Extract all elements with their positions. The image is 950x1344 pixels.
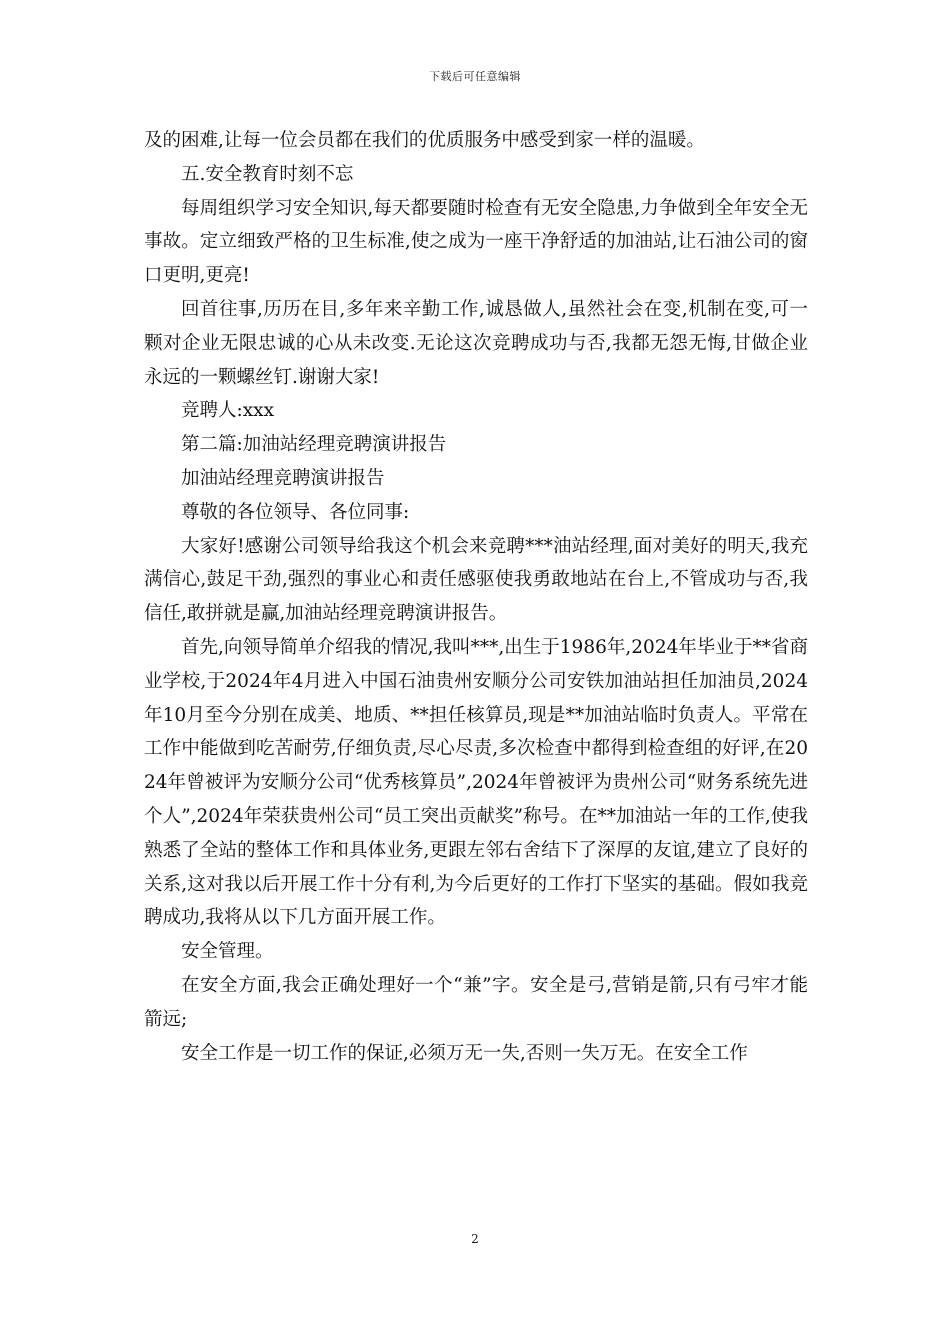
paragraph-continuation: 及的困难,让每一位会员都在我们的优质服务中感受到家一样的温暖。 bbox=[144, 130, 705, 151]
paragraph-self-introduction: 首先,向领导简单介绍我的情况,我叫***,出生于1986年,2024年毕业于**省商业学校,于2024年4月进入中国石油贵州安顺分公司安铁加油站担任加油员,2024年10月至今分别在成美、地质、**担任核算员,现是**加油站临时负责人。平常在工作中能做到吃苦耐劳,仔细负责,尽心尽责,多次检查中都得到检查组的好评,在2024年曾被评为安顺分公司“优秀核算员”,2024年曾被评为贵州公司“财务系统先进个人”,2024年荣获贵州公司“员工突出贡献奖”称号。在**加油站一年的工作,使我熟悉了全站的整体工作和具体业务,更跟左邻右舍结下了深厚的友谊,建立了良好的关系,这对我以后开展工作十分有利,为今后更好的工作打下坚实的基础。假如我竞聘成功,我将从以下几方面开展工作。 bbox=[144, 636, 808, 929]
salutation: 尊敬的各位领导、各位同事: bbox=[181, 501, 410, 523]
paragraph-looking-back: 回首往事,历历在目,多年来辛勤工作,诚恳做人,虽然社会在变,机制在变,可一颗对企业无限忠诚的心从未改变.无论这次竞聘成功与否,我都无怨无悔,甘做企业永远的一颗螺丝钉.谢谢大家! bbox=[144, 298, 808, 388]
paragraph-safety-aspect: 在安全方面,我会正确处理好一个“兼”字。安全是弓,营销是箭,只有弓牢才能箭远; bbox=[144, 974, 808, 1030]
report-title: 加油站经理竞聘演讲报告 bbox=[181, 467, 385, 489]
page-header: 下载后可任意编辑 bbox=[429, 70, 521, 83]
paragraph-weekly-safety: 每周组织学习安全知识,每天都要随时检查有无安全隐患,力争做到全年安全无事故。定立细致严格的卫生标准,使之成为一座干净舒适的加油站,让石油公司的窗口更明,更亮! bbox=[144, 197, 808, 287]
paragraph-greeting: 大家好!感谢公司领导给我这个机会来竞聘***油站经理,面对美好的明天,我充满信心,鼓足干劲,强烈的事业心和责任感驱使我勇敢地站在台上,不管成功与否,我信任,敢拼就是赢,加油站经理竞聘演讲报告。 bbox=[144, 535, 808, 625]
page-number: 2 bbox=[471, 1232, 479, 1246]
document-body bbox=[144, 124, 808, 1070]
paragraph-safety-guarantee: 安全工作是一切工作的保证,必须万无一失,否则一失万无。在安全工作 bbox=[181, 1042, 748, 1064]
candidate-signature-line: 竞聘人:xxx bbox=[181, 400, 275, 422]
section-heading-safety-management: 安全管理。 bbox=[181, 941, 274, 963]
section-heading-safety-education: 五.安全教育时刻不忘 bbox=[181, 163, 354, 185]
chapter-two-heading: 第二篇:加油站经理竞聘演讲报告 bbox=[181, 434, 447, 456]
